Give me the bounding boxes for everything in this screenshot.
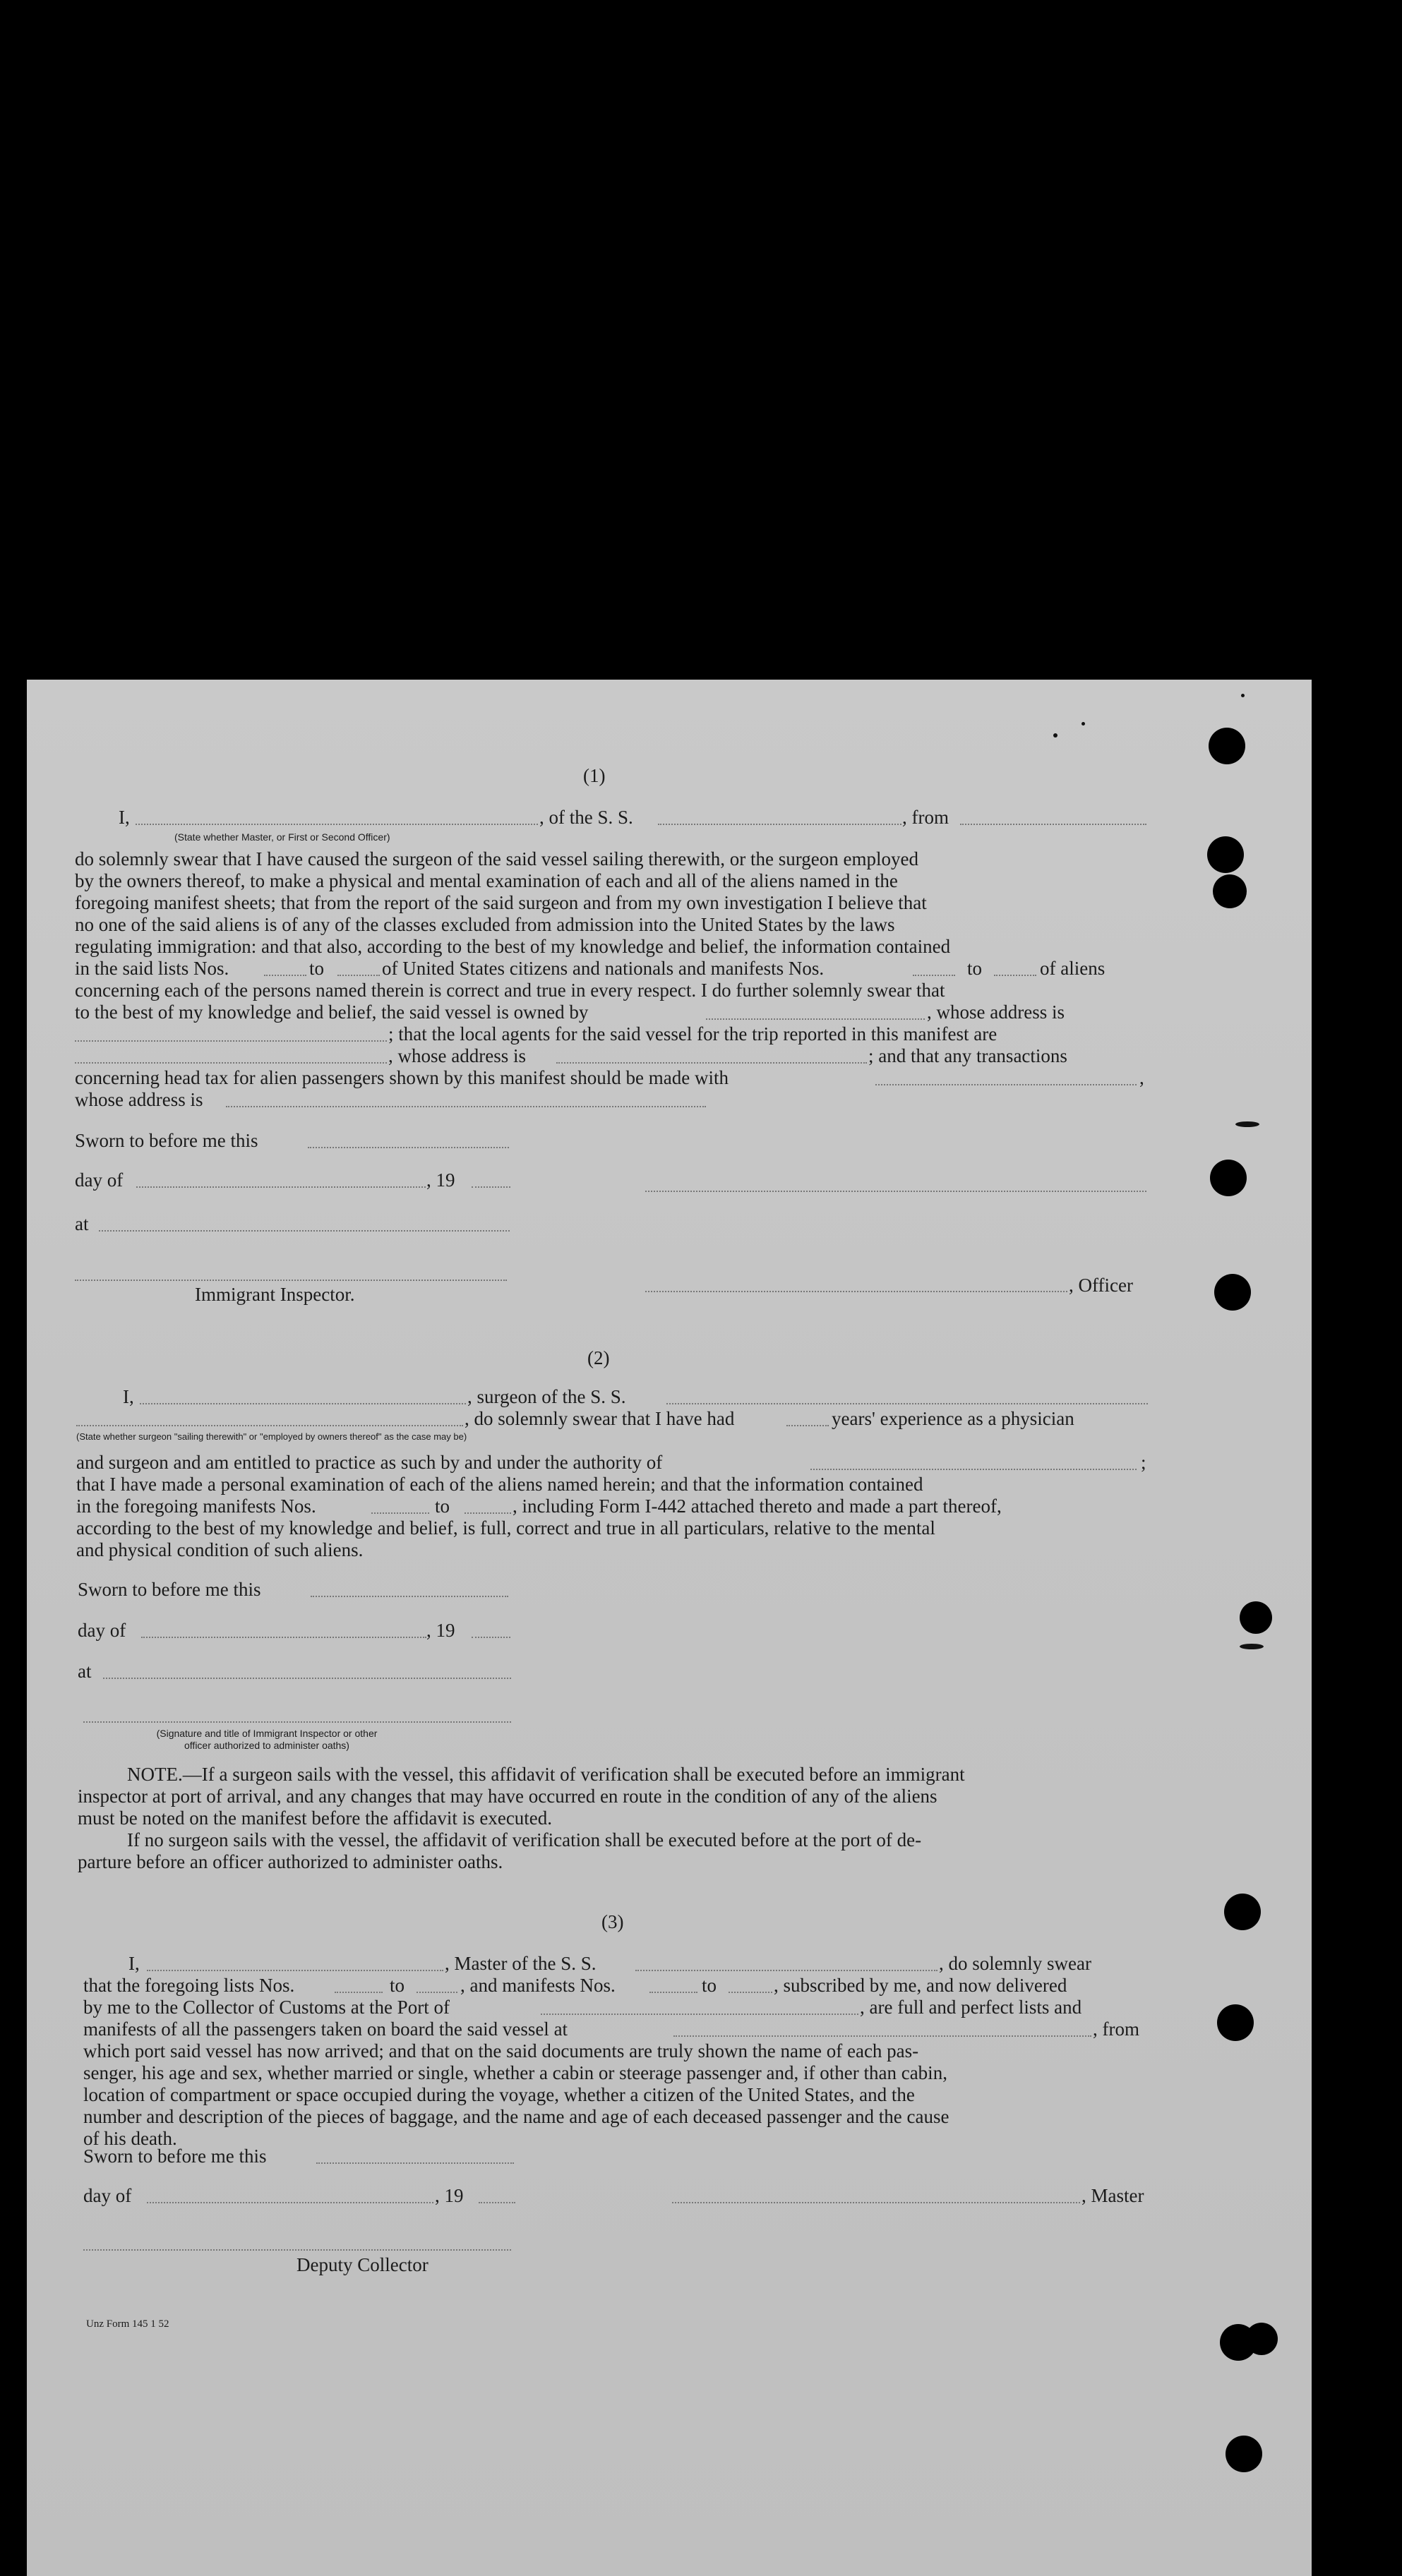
speck [1082, 722, 1085, 726]
agents-address-field[interactable] [556, 1062, 867, 1064]
surgeon-status-note: (State whether surgeon "sailing therewith" or "employed by owners thereof" as the case may be) [76, 1431, 467, 1442]
s2-to-label: to [435, 1495, 450, 1517]
s2-swear-label: , do solemnly swear that I have had [465, 1408, 735, 1429]
manifests-from-field[interactable] [913, 975, 955, 976]
s3-vessel-field[interactable] [635, 1970, 937, 1971]
s2-day-of-label: day of [78, 1620, 126, 1641]
s1-citizens-label: of United States citizens and nationals and manifests Nos. [382, 958, 825, 979]
s3-to-label-2: to [702, 1975, 717, 1996]
officer-signature-line-top[interactable] [645, 1191, 1146, 1192]
s2-month-field[interactable] [141, 1637, 426, 1638]
s3-taken-label: manifests of all the passengers taken on board the said vessel at [83, 2018, 568, 2040]
s1-sworn-day-field[interactable] [308, 1147, 509, 1148]
s1-transactions-label: ; and that any transactions [868, 1045, 1067, 1066]
s2-surgeon-label: , surgeon of the S. S. [467, 1386, 626, 1407]
s1-lists-label: in the said lists Nos. [75, 958, 229, 979]
s2-vessel-field[interactable] [666, 1403, 1148, 1404]
signature-note: officer authorized to administer oaths) [184, 1740, 349, 1751]
s1-line: concerning each of the persons named therein is correct and true in every respect. I do further solemnly swear that [75, 980, 945, 1001]
s3-line: location of compartment or space occupied during the voyage, whether a citizen of the United States, and the [83, 2084, 915, 2105]
section-3-heading: (3) [601, 1911, 624, 1932]
note-paragraph: NOTE.—If a surgeon sails with the vessel, this affidavit of verification shall be executed before an immigrant [127, 1764, 965, 1785]
s2-year-field[interactable] [472, 1637, 510, 1638]
s2-sworn-label: Sworn to before me this [78, 1579, 261, 1600]
s2-authority-label: and surgeon and am entitled to practice as such by and under the authority of [76, 1452, 663, 1473]
s3-lists-from-field[interactable] [335, 1992, 383, 1993]
punch-hole [1213, 874, 1247, 908]
lists-to-field[interactable] [337, 975, 380, 976]
inspector-signature-line[interactable] [75, 1280, 507, 1281]
s3-subscribed-label: , subscribed by me, and now delivered [774, 1975, 1067, 1996]
speck [1053, 733, 1058, 738]
s1-head-tax-label: concerning head tax for alien passengers shown by this manifest should be made with [75, 1067, 729, 1088]
punch-hole [1224, 1894, 1261, 1930]
s1-month-field[interactable] [136, 1186, 426, 1188]
note-paragraph: If no surgeon sails with the vessel, the affidavit of verification shall be executed before at the port of de- [127, 1829, 922, 1850]
s1-sworn-label: Sworn to before me this [75, 1130, 258, 1151]
s3-manifests-label: , and manifests Nos. [460, 1975, 616, 1996]
s1-day-of-label: day of [75, 1169, 124, 1191]
s1-address-label: , whose address is [927, 1001, 1065, 1023]
s1-year-field[interactable] [472, 1186, 510, 1188]
s1-inspector-label: Immigrant Inspector. [195, 1284, 355, 1305]
manifest-page [27, 680, 1312, 2576]
s2-manifests-to-field[interactable] [465, 1512, 511, 1514]
form-number: Unz Form 145 1 52 [86, 2318, 169, 2330]
master-signature-line[interactable] [672, 2202, 1080, 2203]
vessel-name-field[interactable] [658, 824, 901, 825]
surgeon-status-field[interactable] [76, 1425, 463, 1426]
speck [1235, 1121, 1259, 1127]
punch-hole [1240, 1601, 1272, 1634]
s3-line: of his death. [83, 2128, 177, 2149]
master-name-field[interactable] [147, 1970, 443, 1971]
s2-place-field[interactable] [103, 1678, 511, 1679]
embarkation-port-field[interactable] [673, 2035, 1091, 2037]
s3-sworn-label: Sworn to before me this [83, 2145, 267, 2167]
s1-whose-address-label: whose address is [75, 1089, 203, 1110]
s1-from-label: , from [902, 807, 949, 828]
s1-officer-label: , Officer [1069, 1275, 1133, 1296]
s2-line: that I have made a personal examination of each of the aliens named herein; and that the information contained [76, 1474, 923, 1495]
s1-year-label: , 19 [426, 1169, 455, 1191]
s2-sworn-day-field[interactable] [311, 1596, 508, 1597]
speck [1240, 1644, 1264, 1649]
punch-hole [1207, 836, 1244, 873]
section-1-heading: (1) [583, 765, 606, 786]
authority-field[interactable] [810, 1469, 1137, 1470]
lists-from-field[interactable] [264, 975, 306, 976]
signature-note: (Signature and title of Immigrant Inspector or other [156, 1728, 378, 1739]
head-tax-address-field[interactable] [226, 1106, 706, 1107]
s3-manifests-to-field[interactable] [729, 1992, 772, 1993]
s1-i-label: I, [119, 807, 130, 828]
s2-form-label: , including Form I-442 attached thereto and made a part thereof, [513, 1495, 1002, 1517]
from-port-field[interactable] [960, 824, 1146, 825]
s3-lists-to-field[interactable] [417, 1992, 457, 1993]
s3-deputy-label: Deputy Collector [296, 2254, 429, 2275]
s3-to-label: to [390, 1975, 405, 1996]
note-paragraph: inspector at port of arrival, and any changes that may have occurred en route in the condition of any of the aliens [78, 1786, 937, 1807]
s3-sworn-day-field[interactable] [316, 2162, 514, 2164]
s1-to-label-2: to [967, 958, 983, 979]
owner-field[interactable] [706, 1018, 925, 1020]
owner-address-field[interactable] [75, 1040, 387, 1042]
s1-agents-label: ; that the local agents for the said vessel for the trip reported in this manifest are [388, 1023, 997, 1045]
s2-year-label: , 19 [426, 1620, 455, 1641]
s1-comma: , [1139, 1067, 1144, 1088]
deputy-signature-line[interactable] [83, 2249, 511, 2251]
s3-collector-label: by me to the Collector of Customs at the Port of [83, 1997, 450, 2018]
punch-hole [1210, 1160, 1247, 1196]
port-field[interactable] [541, 2014, 858, 2015]
s3-line: which port said vessel has now arrived; and that on the said documents are truly shown the name of each pas- [83, 2040, 919, 2062]
note-paragraph: must be noted on the manifest before the affidavit is executed. [78, 1807, 553, 1829]
s3-from-label: , from [1093, 2018, 1139, 2040]
s3-swear-label: , do solemnly swear [939, 1953, 1091, 1974]
s3-master-label: , Master of the S. S. [445, 1953, 597, 1974]
s1-of-ss-label: , of the S. S. [539, 807, 633, 828]
s2-semicolon: ; [1141, 1452, 1146, 1473]
section-2-heading: (2) [587, 1347, 610, 1368]
s1-line: regulating immigration: and that also, according to the best of my knowledge and belief, the information contained [75, 936, 951, 957]
s3-day-of-label: day of [83, 2185, 132, 2206]
s2-line: and physical condition of such aliens. [76, 1539, 364, 1560]
s1-line: foregoing manifest sheets; that from the report of the said surgeon and from my own investigation I believe that [75, 892, 927, 913]
s3-line: number and description of the pieces of baggage, and the name and age of each deceased passenger and the cause [83, 2106, 949, 2127]
punch-hole [1226, 2436, 1262, 2472]
s3-month-field[interactable] [147, 2202, 433, 2203]
speck [1241, 694, 1245, 697]
s1-line: by the owners thereof, to make a physical and mental examination of each and all of the aliens named in the [75, 870, 898, 891]
s1-agents-address-label: , whose address is [388, 1045, 526, 1066]
s1-place-field[interactable] [99, 1230, 510, 1232]
officer-rank-field[interactable] [136, 824, 538, 825]
punch-hole [1209, 728, 1245, 764]
s3-perfect-lists-label: , are full and perfect lists and [860, 1997, 1082, 2018]
s1-line: no one of the said aliens is of any of the classes excluded from admission into the United States by the laws [75, 914, 895, 935]
officer-signature-line[interactable] [645, 1291, 1067, 1292]
s2-at-label: at [78, 1661, 92, 1682]
s3-year-label: , 19 [435, 2185, 464, 2206]
punch-hole [1217, 2004, 1254, 2041]
s2-signature-line[interactable] [83, 1721, 511, 1723]
s1-owned-by-label: to the best of my knowledge and belief, the said vessel is owned by [75, 1001, 589, 1023]
s3-manifests-from-field[interactable] [649, 1992, 697, 1993]
s3-lists-label: that the foregoing lists Nos. [83, 1975, 295, 1996]
s1-at-label: at [75, 1213, 89, 1234]
s2-years-label: years' experience as a physician [832, 1408, 1074, 1429]
s2-manifests-from-field[interactable] [371, 1512, 429, 1514]
s2-line: according to the best of my knowledge and belief, is full, correct and true in all particulars, relative to the mental [76, 1517, 935, 1539]
officer-rank-note: (State whether Master, or First or Second Officer) [174, 831, 390, 843]
agents-field[interactable] [75, 1062, 387, 1064]
s3-master-sig-label: , Master [1082, 2185, 1144, 2206]
s2-i-label: I, [123, 1386, 134, 1407]
s1-aliens-label: of aliens [1040, 958, 1106, 979]
s1-line: do solemnly swear that I have caused the surgeon of the said vessel sailing therewith, or the surgeon employed [75, 848, 918, 869]
s1-to-label: to [309, 958, 325, 979]
s2-manifests-label: in the foregoing manifests Nos. [76, 1495, 316, 1517]
note-paragraph: parture before an officer authorized to administer oaths. [78, 1851, 503, 1872]
manifests-to-field[interactable] [994, 975, 1036, 976]
s3-line: senger, his age and sex, whether married or single, whether a cabin or steerage passenger and, if other than cabin, [83, 2062, 947, 2083]
surgeon-name-field[interactable] [140, 1403, 466, 1404]
s3-year-field[interactable] [479, 2202, 515, 2203]
punch-hole [1214, 1274, 1251, 1311]
punch-hole [1245, 2323, 1278, 2355]
head-tax-agent-field[interactable] [875, 1084, 1137, 1085]
years-field[interactable] [786, 1425, 829, 1426]
s3-i-label: I, [128, 1953, 140, 1974]
